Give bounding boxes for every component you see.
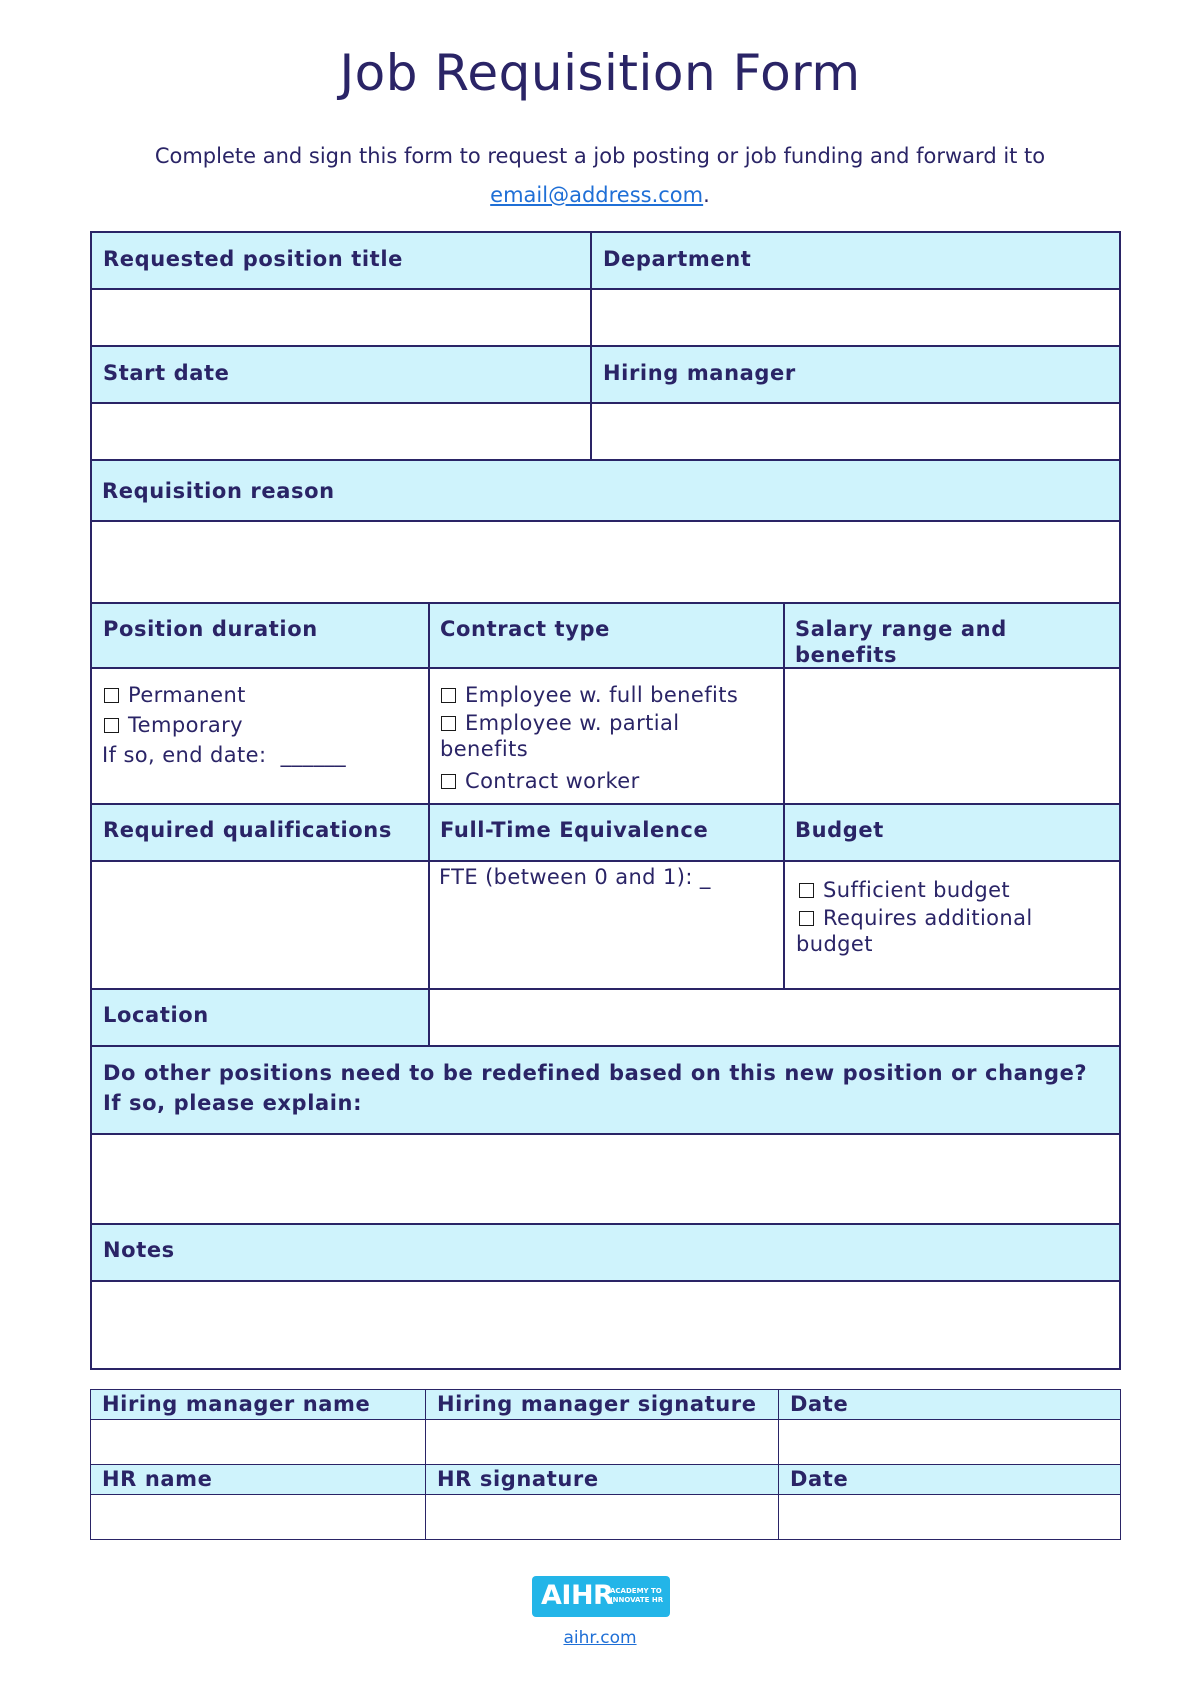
label-salary-line1: Salary range and xyxy=(795,617,1007,641)
option-additional-budget[interactable]: Requires additional xyxy=(799,905,1033,931)
label-hr-name: HR name xyxy=(102,1467,213,1491)
date-1-input[interactable] xyxy=(780,1421,1119,1463)
option-partial-benefits[interactable]: Employee w. partial xyxy=(441,710,679,736)
label-start-date: Start date xyxy=(103,361,230,385)
label-redefine-line1: Do other positions need to be redefined based on this new position or change? xyxy=(103,1061,1088,1085)
label-salary-line2: benefits xyxy=(795,643,898,667)
checkbox-partial-benefits[interactable] xyxy=(441,716,456,731)
hr-signature-input[interactable] xyxy=(427,1496,777,1538)
label-department: Department xyxy=(603,247,752,271)
department-input[interactable] xyxy=(592,290,1119,345)
label-redefine-positions xyxy=(103,1058,1087,1118)
footer-link[interactable]: aihr.com xyxy=(563,1628,637,1648)
label-fte: Full-Time Equivalence xyxy=(440,818,709,842)
option-permanent[interactable]: Permanent xyxy=(104,680,246,710)
form-instructions xyxy=(0,137,1200,215)
position-title-input[interactable] xyxy=(92,290,590,345)
label-hiring-manager-signature: Hiring manager signature xyxy=(437,1392,757,1416)
footer xyxy=(0,1628,1200,1648)
grid-line xyxy=(90,1223,1121,1225)
aihr-logo xyxy=(532,1576,670,1617)
label-position-title: Requested position title xyxy=(103,247,403,271)
label-salary-range xyxy=(795,616,1007,668)
option-contract-worker[interactable]: Contract worker xyxy=(441,766,640,796)
fte-field[interactable]: FTE (between 0 and 1): _ xyxy=(439,865,711,889)
grid-line xyxy=(90,231,1121,233)
label-date-1: Date xyxy=(790,1392,849,1416)
grid-line xyxy=(90,1539,1121,1540)
option-sufficient-budget[interactable]: Sufficient budget xyxy=(799,875,1010,905)
label-budget: Budget xyxy=(795,818,884,842)
label-contract-type: Contract type xyxy=(440,617,610,641)
requisition-reason-input[interactable] xyxy=(92,522,1119,602)
location-input[interactable] xyxy=(430,990,1119,1045)
label-required-qualifications: Required qualifications xyxy=(103,818,392,842)
checkbox-contract-worker[interactable] xyxy=(441,774,456,789)
logo-wordmark: AIHR xyxy=(541,1580,614,1611)
option-temporary[interactable]: Temporary xyxy=(104,710,243,740)
email-link[interactable]: email@address.com xyxy=(490,183,704,207)
label-position-duration: Position duration xyxy=(103,617,318,641)
page-title: Job Requisition Form xyxy=(339,44,861,102)
grid-line xyxy=(90,459,1121,461)
header-row-notes xyxy=(91,1224,1120,1281)
option-partial-benefits-cont: benefits xyxy=(440,737,529,761)
hiring-manager-signature-input[interactable] xyxy=(427,1421,777,1463)
grid-line xyxy=(90,803,1121,805)
label-date-2: Date xyxy=(790,1467,849,1491)
grid-line xyxy=(90,1464,1121,1465)
hr-name-input[interactable] xyxy=(92,1496,424,1538)
label-redefine-line2: If so, please explain: xyxy=(103,1091,363,1115)
instructions-period: . xyxy=(703,183,710,207)
instructions-text: Complete and sign this form to request a job posting or job funding and forward it to xyxy=(154,144,1046,168)
grid-line xyxy=(1120,1389,1121,1540)
hiring-manager-input[interactable] xyxy=(592,404,1119,459)
checkbox-temporary[interactable] xyxy=(104,718,119,733)
checkbox-full-benefits[interactable] xyxy=(441,688,456,703)
hiring-manager-name-input[interactable] xyxy=(92,1421,424,1463)
checkbox-sufficient-budget[interactable] xyxy=(799,883,814,898)
grid-line xyxy=(90,345,1121,347)
label-location: Location xyxy=(103,1003,209,1027)
grid-line xyxy=(428,602,430,989)
label-requisition-reason: Requisition reason xyxy=(102,479,335,503)
checkbox-permanent[interactable] xyxy=(104,688,119,703)
salary-range-input[interactable] xyxy=(785,669,1119,803)
signature-header-row-2 xyxy=(91,1465,1120,1494)
notes-input[interactable] xyxy=(92,1282,1119,1368)
label-hiring-manager-name: Hiring manager name xyxy=(102,1392,371,1416)
end-date-field[interactable]: If so, end date: ______ xyxy=(102,743,347,767)
label-hiring-manager: Hiring manager xyxy=(603,361,796,385)
qualifications-input[interactable] xyxy=(92,862,428,988)
label-hr-signature: HR signature xyxy=(437,1467,599,1491)
grid-line xyxy=(1119,231,1121,1370)
option-full-benefits[interactable]: Employee w. full benefits xyxy=(441,680,738,710)
grid-line xyxy=(90,1045,1121,1047)
grid-line xyxy=(90,602,1121,604)
start-date-input[interactable] xyxy=(92,404,590,459)
date-2-input[interactable] xyxy=(780,1496,1119,1538)
option-additional-budget-cont: budget xyxy=(796,932,873,956)
checkbox-additional-budget[interactable] xyxy=(799,911,814,926)
label-notes: Notes xyxy=(103,1238,175,1262)
redefine-explanation-input[interactable] xyxy=(92,1135,1119,1223)
grid-line xyxy=(90,1368,1121,1370)
logo-tagline: ACADEMY TO INNOVATE HR xyxy=(610,1587,664,1604)
